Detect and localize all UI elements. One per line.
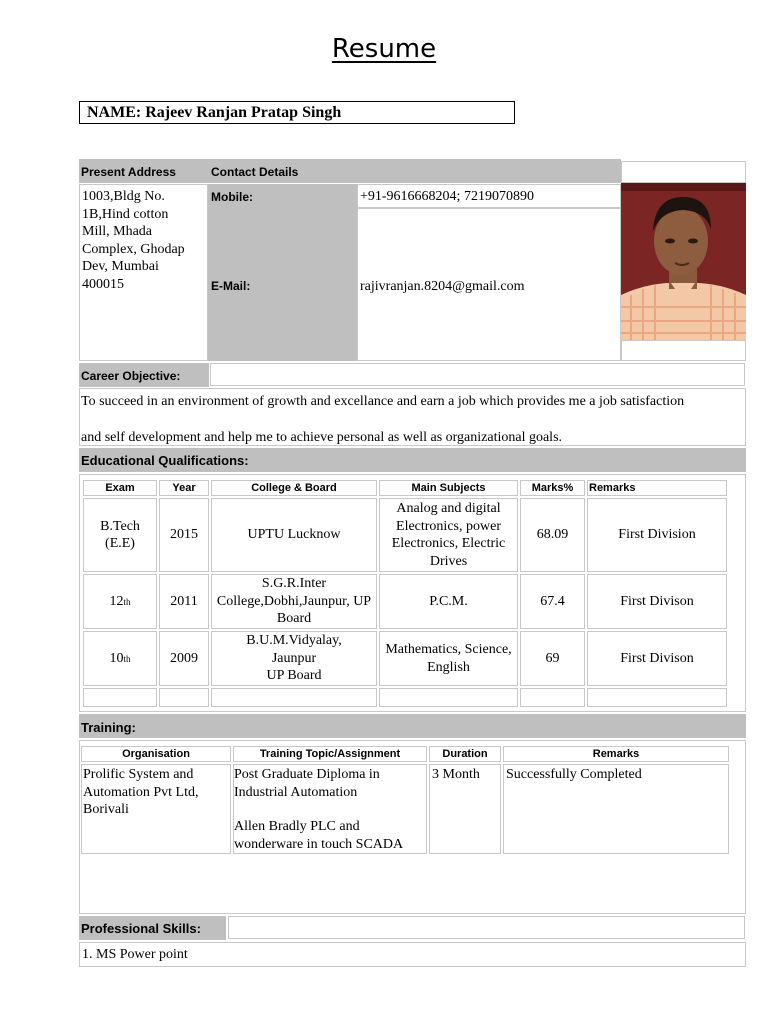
edu-col-college: College & Board [211, 480, 377, 496]
address-cell [79, 184, 208, 361]
training-org: Prolific System and Automation Pvt Ltd, Borivali [81, 764, 231, 854]
skills-header-filler [228, 916, 745, 939]
skills-item: 1. MS Power point [79, 942, 746, 967]
training-col-topic: Training Topic/Assignment [233, 746, 427, 762]
edu-empty-cell [83, 688, 157, 707]
training-topic-line: Post Graduate Diploma in Industrial Automation [234, 767, 380, 800]
edu-col-marks: Marks% [520, 480, 585, 496]
career-label: Career Objective: [81, 369, 181, 383]
edu-empty-cell [520, 688, 585, 707]
edu-college [211, 631, 377, 686]
edu-col-exam: Exam [83, 480, 157, 496]
edu-exam-text: B.Tech (E.E) [100, 518, 140, 551]
edu-remarks: First Division [587, 498, 727, 572]
contact-label-column [208, 184, 357, 361]
training-col-remarks: Remarks [503, 746, 729, 762]
edu-exam-sup: th [123, 654, 131, 664]
edu-empty-cell [587, 688, 727, 707]
career-label-filler [210, 363, 745, 386]
edu-year: 2009 [159, 631, 209, 686]
page-title: Resume [331, 34, 437, 64]
career-text-line: To succeed in an environment of growth and excellance and earn a job which provides me a job satisfaction [81, 394, 685, 409]
education-header: Educational Qualifications: [81, 453, 249, 468]
training-col-duration: Duration [429, 746, 501, 762]
edu-year: 2015 [159, 498, 209, 572]
mobile-label: Mobile: [211, 190, 253, 204]
edu-year: 2011 [159, 574, 209, 629]
edu-subjects: Analog and digital Electronics, power Electronics, Electric Drives [379, 498, 518, 572]
edu-subjects: P.C.M. [379, 574, 518, 629]
edu-empty-cell [211, 688, 377, 707]
skills-header: Professional Skills: [81, 921, 201, 936]
edu-exam [83, 498, 157, 572]
edu-remarks: First Divison [587, 574, 727, 629]
edu-col-year: Year [159, 480, 209, 496]
edu-empty-cell [379, 688, 518, 707]
address-line: Mill, Mhada [82, 224, 152, 239]
training-remarks: Successfully Completed [503, 764, 729, 854]
edu-college: S.G.R.Inter College,Dobhi,Jaunpur, UP Board [211, 574, 377, 629]
address-header: Present Address [81, 165, 176, 179]
profile-photo-image [621, 183, 746, 340]
career-text-line: and self development and help me to achieve personal as well as organizational goals. [81, 430, 563, 445]
edu-exam [83, 631, 157, 686]
training-header-bar [79, 714, 746, 738]
training-topic [233, 764, 427, 854]
edu-marks: 67.4 [520, 574, 585, 629]
training-topic-line: Allen Bradly PLC and wonderware in touch SCADA [234, 819, 404, 852]
edu-marks: 69 [520, 631, 585, 686]
contact-header: Contact Details [211, 165, 299, 179]
edu-college: UPTU Lucknow [211, 498, 377, 572]
address-line: Dev, Mumbai [82, 259, 159, 274]
edu-col-remarks: Remarks [587, 480, 727, 496]
address-line: 1003,Bldg No. [82, 189, 165, 204]
training-col-org: Organisation [81, 746, 231, 762]
email-value: rajivranjan.8204@gmail.com [360, 279, 525, 294]
edu-exam-text: 10 [109, 650, 124, 666]
training-header: Training: [81, 720, 136, 735]
edu-college-line: UP Board [266, 668, 322, 684]
edu-empty-cell [159, 688, 209, 707]
name-line: NAME: Rajeev Ranjan Pratap Singh [79, 101, 515, 124]
address-line: Complex, Ghodap [82, 241, 185, 257]
photo-cell-top [621, 161, 746, 183]
profile-photo [621, 183, 746, 340]
edu-marks: 68.09 [520, 498, 585, 572]
address-line: 1B,Hind cotton [82, 206, 169, 222]
training-duration: 3 Month [429, 764, 501, 854]
edu-exam-text: 12 [109, 593, 124, 609]
mobile-value: +91-9616668204; 7219070890 [357, 184, 621, 208]
address-line: 400015 [82, 276, 124, 292]
edu-exam [83, 574, 157, 629]
edu-college-line: B.U.M.Vidyalay, Jaunpur [246, 633, 342, 666]
edu-col-subjects: Main Subjects [379, 480, 518, 496]
email-label: E-Mail: [211, 279, 251, 293]
photo-cell-bottom [621, 340, 746, 361]
edu-subjects: Mathematics, Science, English [379, 631, 518, 686]
edu-exam-sup: th [123, 597, 131, 607]
edu-remarks: First Divison [587, 631, 727, 686]
